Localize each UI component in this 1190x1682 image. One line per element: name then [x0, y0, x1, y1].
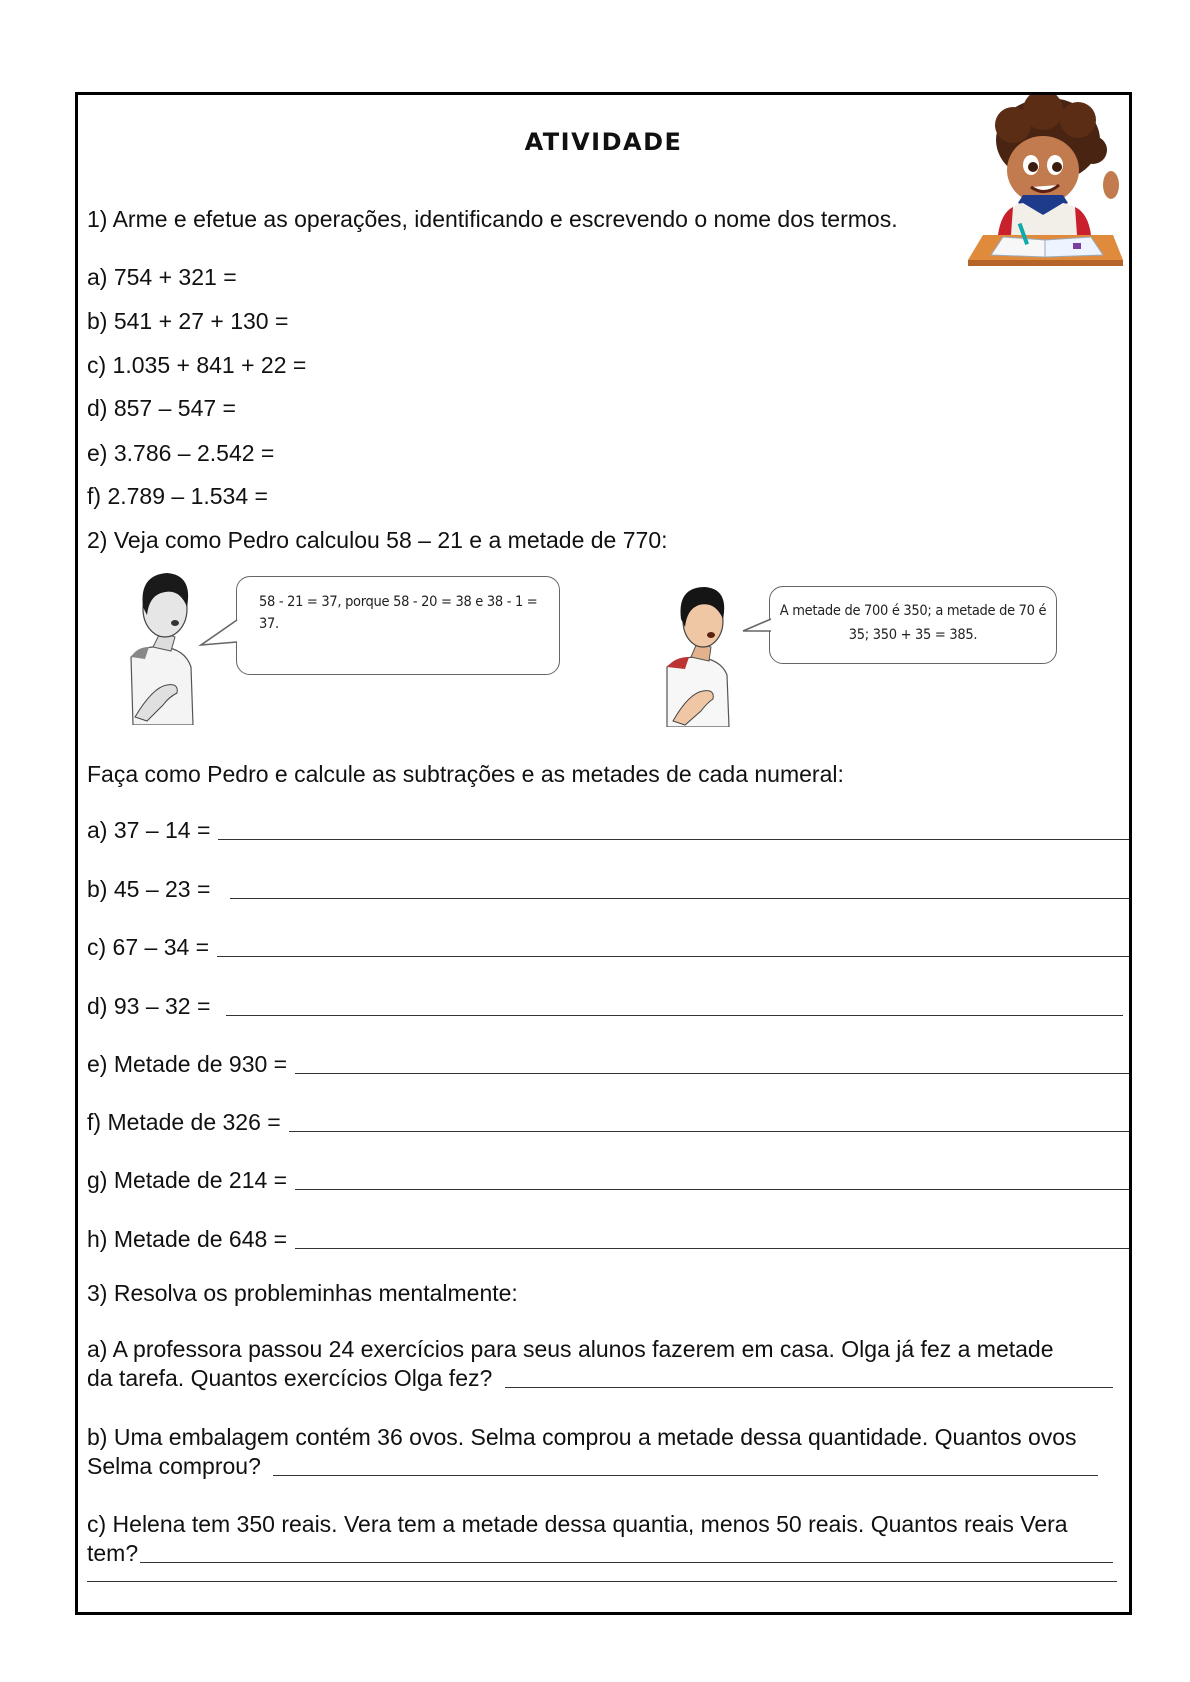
speech-bubble-right: [769, 586, 1057, 664]
answer-row-label: b) 45 – 23 =: [87, 876, 211, 902]
answer-line[interactable]: [226, 1015, 1123, 1016]
answer-line[interactable]: [295, 1248, 1129, 1249]
word-problem-b-line-2: Selma comprou?: [87, 1453, 268, 1479]
answer-line[interactable]: [140, 1562, 1113, 1563]
answer-row: [87, 1223, 1129, 1253]
answer-row-label: e) Metade de 930 =: [87, 1051, 288, 1077]
operation-item: c) 1.035 + 841 + 22 =: [87, 352, 307, 378]
answer-line[interactable]: [505, 1387, 1113, 1388]
answer-line[interactable]: [289, 1131, 1129, 1132]
word-problem-c-line-1: c) Helena tem 350 reais. Vera tem a metade dessa quantia, menos 50 reais. Quantos reais Vera: [87, 1511, 1068, 1537]
operation-item: a) 754 + 321 =: [87, 264, 237, 290]
answer-line[interactable]: [273, 1475, 1098, 1476]
answer-line[interactable]: [217, 956, 1129, 957]
worksheet-frame: [75, 92, 1132, 1615]
boy-at-desk-icon: [963, 95, 1128, 275]
word-problem-b: [87, 1423, 1123, 1481]
section-1-heading: 1) Arme e efetue as operações, identificando e escrevendo o nome dos termos.: [87, 206, 898, 232]
answer-row-label: d) 93 – 32 =: [87, 993, 211, 1019]
answer-line[interactable]: [230, 898, 1129, 899]
speech-bubble-left-tail: [199, 612, 239, 652]
section-2-instruction: Faça como Pedro e calcule as subtrações e as metades de cada numeral:: [87, 761, 844, 787]
answer-row: [87, 990, 1129, 1020]
answer-line-extra[interactable]: [87, 1581, 1117, 1582]
answer-row-label: h) Metade de 648 =: [87, 1226, 288, 1252]
word-problem-a: [87, 1335, 1123, 1393]
word-problem-c-line-2: tem?: [87, 1540, 139, 1566]
answer-row-label: a) 37 – 14 =: [87, 817, 211, 843]
answer-line[interactable]: [218, 839, 1129, 840]
worksheet-title: ATIVIDADE: [524, 128, 683, 156]
answer-line[interactable]: [295, 1073, 1129, 1074]
section-2-heading: 2) Veja como Pedro calculou 58 – 21 e a metade de 770:: [87, 527, 668, 553]
pedro-character-color-icon: [663, 583, 733, 727]
answer-row: [87, 1106, 1129, 1136]
speech-bubble-left-text: 58 - 21 = 37, porque 58 - 20 = 38 e 38 - 1 = 37.: [259, 594, 538, 632]
operation-item: f) 2.789 – 1.534 =: [87, 483, 268, 509]
answer-row: [87, 931, 1129, 961]
speech-bubble-right-line-1: A metade de 700 é 350; a metade de 70 é: [779, 603, 1047, 619]
word-problem-c: [87, 1510, 1123, 1568]
answer-line[interactable]: [295, 1189, 1129, 1190]
answer-row: [87, 873, 1129, 903]
pedro-character-icon: [123, 567, 198, 725]
answer-row-label: f) Metade de 326 =: [87, 1109, 281, 1135]
pedro-illustration-right: [663, 583, 733, 727]
answer-row: [87, 814, 1129, 844]
answer-row: [87, 1164, 1129, 1194]
operation-item: e) 3.786 – 2.542 =: [87, 440, 275, 466]
word-problem-a-line-2: da tarefa. Quantos exercícios Olga fez?: [87, 1365, 499, 1391]
answer-row: [87, 1048, 1129, 1078]
answer-row-label: g) Metade de 214 =: [87, 1167, 288, 1193]
word-problem-b-line-1: b) Uma embalagem contém 36 ovos. Selma comprou a metade dessa quantidade. Quantos ovos: [87, 1424, 1077, 1450]
answer-row-label: c) 67 – 34 =: [87, 934, 210, 960]
pedro-illustration-left: [123, 567, 198, 725]
boy-studying-illustration: [963, 95, 1128, 275]
operation-item: d) 857 – 547 =: [87, 395, 236, 421]
speech-bubble-left: [236, 576, 560, 675]
speech-bubble-right-line-2: 35; 350 + 35 = 385.: [848, 627, 978, 643]
section-3-heading: 3) Resolva os probleminhas mentalmente:: [87, 1280, 518, 1306]
speech-bubble-right-tail: [741, 615, 773, 639]
word-problem-a-line-1: a) A professora passou 24 exercícios para seus alunos fazerem em casa. Olga já fez a metade: [87, 1336, 1054, 1362]
operation-item: b) 541 + 27 + 130 =: [87, 308, 289, 334]
